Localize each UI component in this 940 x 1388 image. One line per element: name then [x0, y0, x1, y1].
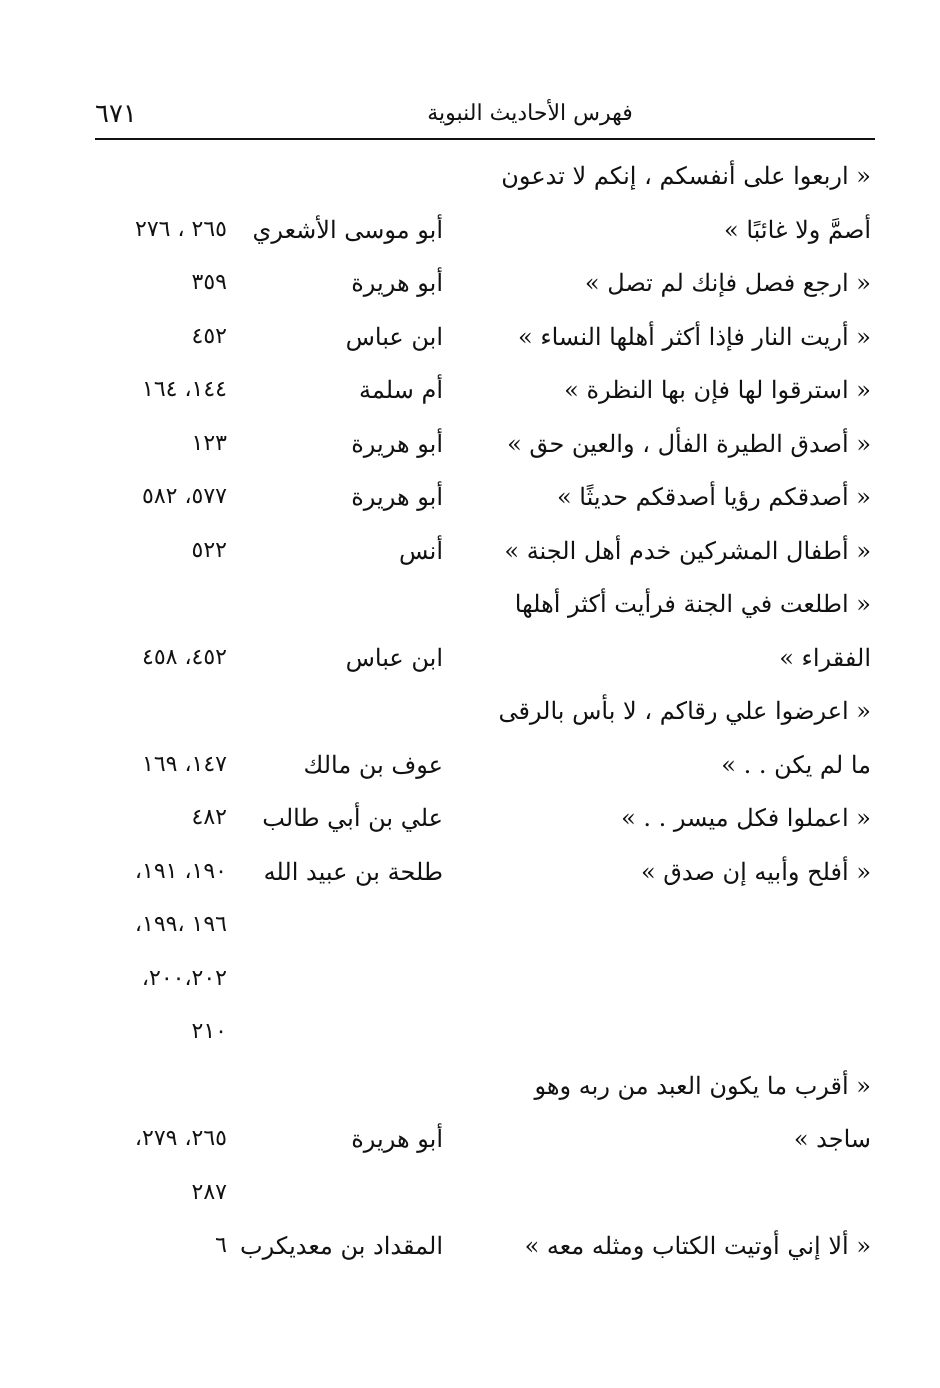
narrator-name: ابن عباس: [345, 322, 443, 351]
page-references: ١٩٦ ،١٩٩،: [134, 912, 227, 937]
index-row: [95, 790, 875, 844]
running-title: فهرس الأحاديث النبوية: [427, 101, 633, 126]
hadith-text: أصمَّ ولا غائبًا »: [724, 215, 871, 244]
index-row: [95, 737, 875, 791]
page-references: [95, 683, 227, 737]
page-references: [95, 1058, 227, 1112]
hadith-text: الفقراء »: [779, 643, 871, 672]
page-header: [95, 96, 875, 136]
page-references: ٤٥٢، ٤٥٨: [142, 644, 227, 670]
hadith-text: « أصدقكم رؤيا أصدقكم حديثًا »: [556, 483, 871, 511]
index-row: [95, 362, 875, 416]
page-references: ٥٢٢: [191, 537, 227, 563]
narrator-name: علي بن أبي طالب: [262, 804, 443, 832]
narrator-name: أم سلمة: [359, 376, 443, 404]
page-references: ١٤٧، ١٦٩: [142, 751, 227, 777]
index-row: [95, 309, 875, 363]
hadith-text: « اطلعت في الجنة فرأيت أكثر أهلها: [514, 590, 871, 618]
hadith-text: « أفلح وأبيه إن صدق »: [640, 857, 871, 886]
index-row: [95, 1004, 875, 1058]
index-row: [95, 1111, 875, 1165]
narrator-name: المقداد بن معديكرب: [240, 1232, 443, 1260]
index-row: [95, 523, 875, 577]
hadith-text: [451, 1165, 871, 1219]
hadith-text: [451, 1004, 871, 1058]
index-row: [95, 416, 875, 470]
index-row: [95, 202, 875, 256]
narrator-name: عوف بن مالك: [303, 750, 443, 779]
page-references: ١٩٠، ١٩١،: [134, 858, 227, 884]
narrator-name: [233, 951, 443, 1005]
index-row: [95, 1058, 875, 1112]
index-row: [95, 1165, 875, 1219]
page-number: ٦٧١: [95, 99, 137, 129]
hadith-text: « أقرب ما يكون العبد من ربه وهو: [534, 1071, 871, 1100]
page-references: ٦: [215, 1233, 227, 1258]
hadith-text: « اعملوا فكل ميسر . . »: [621, 804, 871, 832]
index-row: [95, 630, 875, 684]
hadith-index-table: [95, 148, 875, 1272]
narrator-name: أبو هريرة: [351, 483, 443, 511]
page-references: ٢٦٥، ٢٧٩،: [134, 1126, 227, 1151]
narrator-name: طلحة بن عبيد الله: [263, 857, 443, 886]
hadith-text: ساجد »: [793, 1125, 871, 1153]
page-references: ٥٧٧، ٥٨٢: [142, 484, 227, 509]
index-row: [95, 469, 875, 523]
narrator-name: أنس: [399, 536, 443, 565]
hadith-text: « ارجع فصل فإنك لم تصل »: [584, 269, 871, 297]
narrator-name: [233, 576, 443, 630]
hadith-text: « أطفال المشركين خدم أهل الجنة »: [504, 536, 871, 565]
hadith-text: [451, 897, 871, 951]
page-references: [95, 576, 227, 630]
index-row: [95, 148, 875, 202]
narrator-name: [233, 148, 443, 202]
hadith-text: [451, 951, 871, 1005]
hadith-text: « أريت النار فإذا أكثر أهلها النساء »: [518, 322, 871, 351]
hadith-text: ما لم يكن . . »: [721, 750, 871, 779]
hadith-text: « اربعوا على أنفسكم ، إنكم لا تدعون: [501, 162, 871, 190]
page-references: ٤٨٢: [191, 805, 227, 830]
hadith-text: « ألا إني أوتيت الكتاب ومثله معه »: [524, 1232, 871, 1260]
narrator-name: أبو هريرة: [351, 269, 443, 297]
index-row: [95, 844, 875, 898]
page-references: [95, 148, 227, 202]
narrator-name: أبو هريرة: [351, 1125, 443, 1153]
narrator-name: ابن عباس: [345, 643, 443, 672]
hadith-text: « اعرضوا علي رقاكم ، لا بأس بالرقى: [498, 697, 871, 725]
page-references: ٢٨٧: [191, 1179, 227, 1205]
index-row: [95, 576, 875, 630]
narrator-name: [233, 1004, 443, 1058]
page-references: ٢٠٠،٢٠٢،: [141, 965, 227, 991]
page-references: ٤٥٢: [191, 323, 227, 349]
index-row: [95, 951, 875, 1005]
page-references: ١٤٤، ١٦٤: [142, 377, 227, 402]
index-row: [95, 255, 875, 309]
hadith-text: « أصدق الطيرة الفأل ، والعين حق »: [507, 429, 871, 458]
hadith-text: « استرقوا لها فإن بها النظرة »: [564, 376, 871, 404]
index-row: [95, 1218, 875, 1272]
narrator-name: [233, 1058, 443, 1112]
index-row: [95, 897, 875, 951]
index-row: [95, 683, 875, 737]
page-references: ٢١٠: [191, 1019, 227, 1044]
header-rule: [95, 138, 875, 140]
page-references: ١٢٣: [191, 430, 227, 456]
page-references: ٣٥٩: [191, 270, 227, 295]
narrator-name: [233, 683, 443, 737]
page-references: ٢٦٥ ، ٢٧٦: [135, 216, 227, 242]
narrator-name: أبو موسى الأشعري: [252, 215, 443, 244]
narrator-name: [233, 1165, 443, 1219]
narrator-name: [233, 897, 443, 951]
narrator-name: أبو هريرة: [351, 429, 443, 458]
